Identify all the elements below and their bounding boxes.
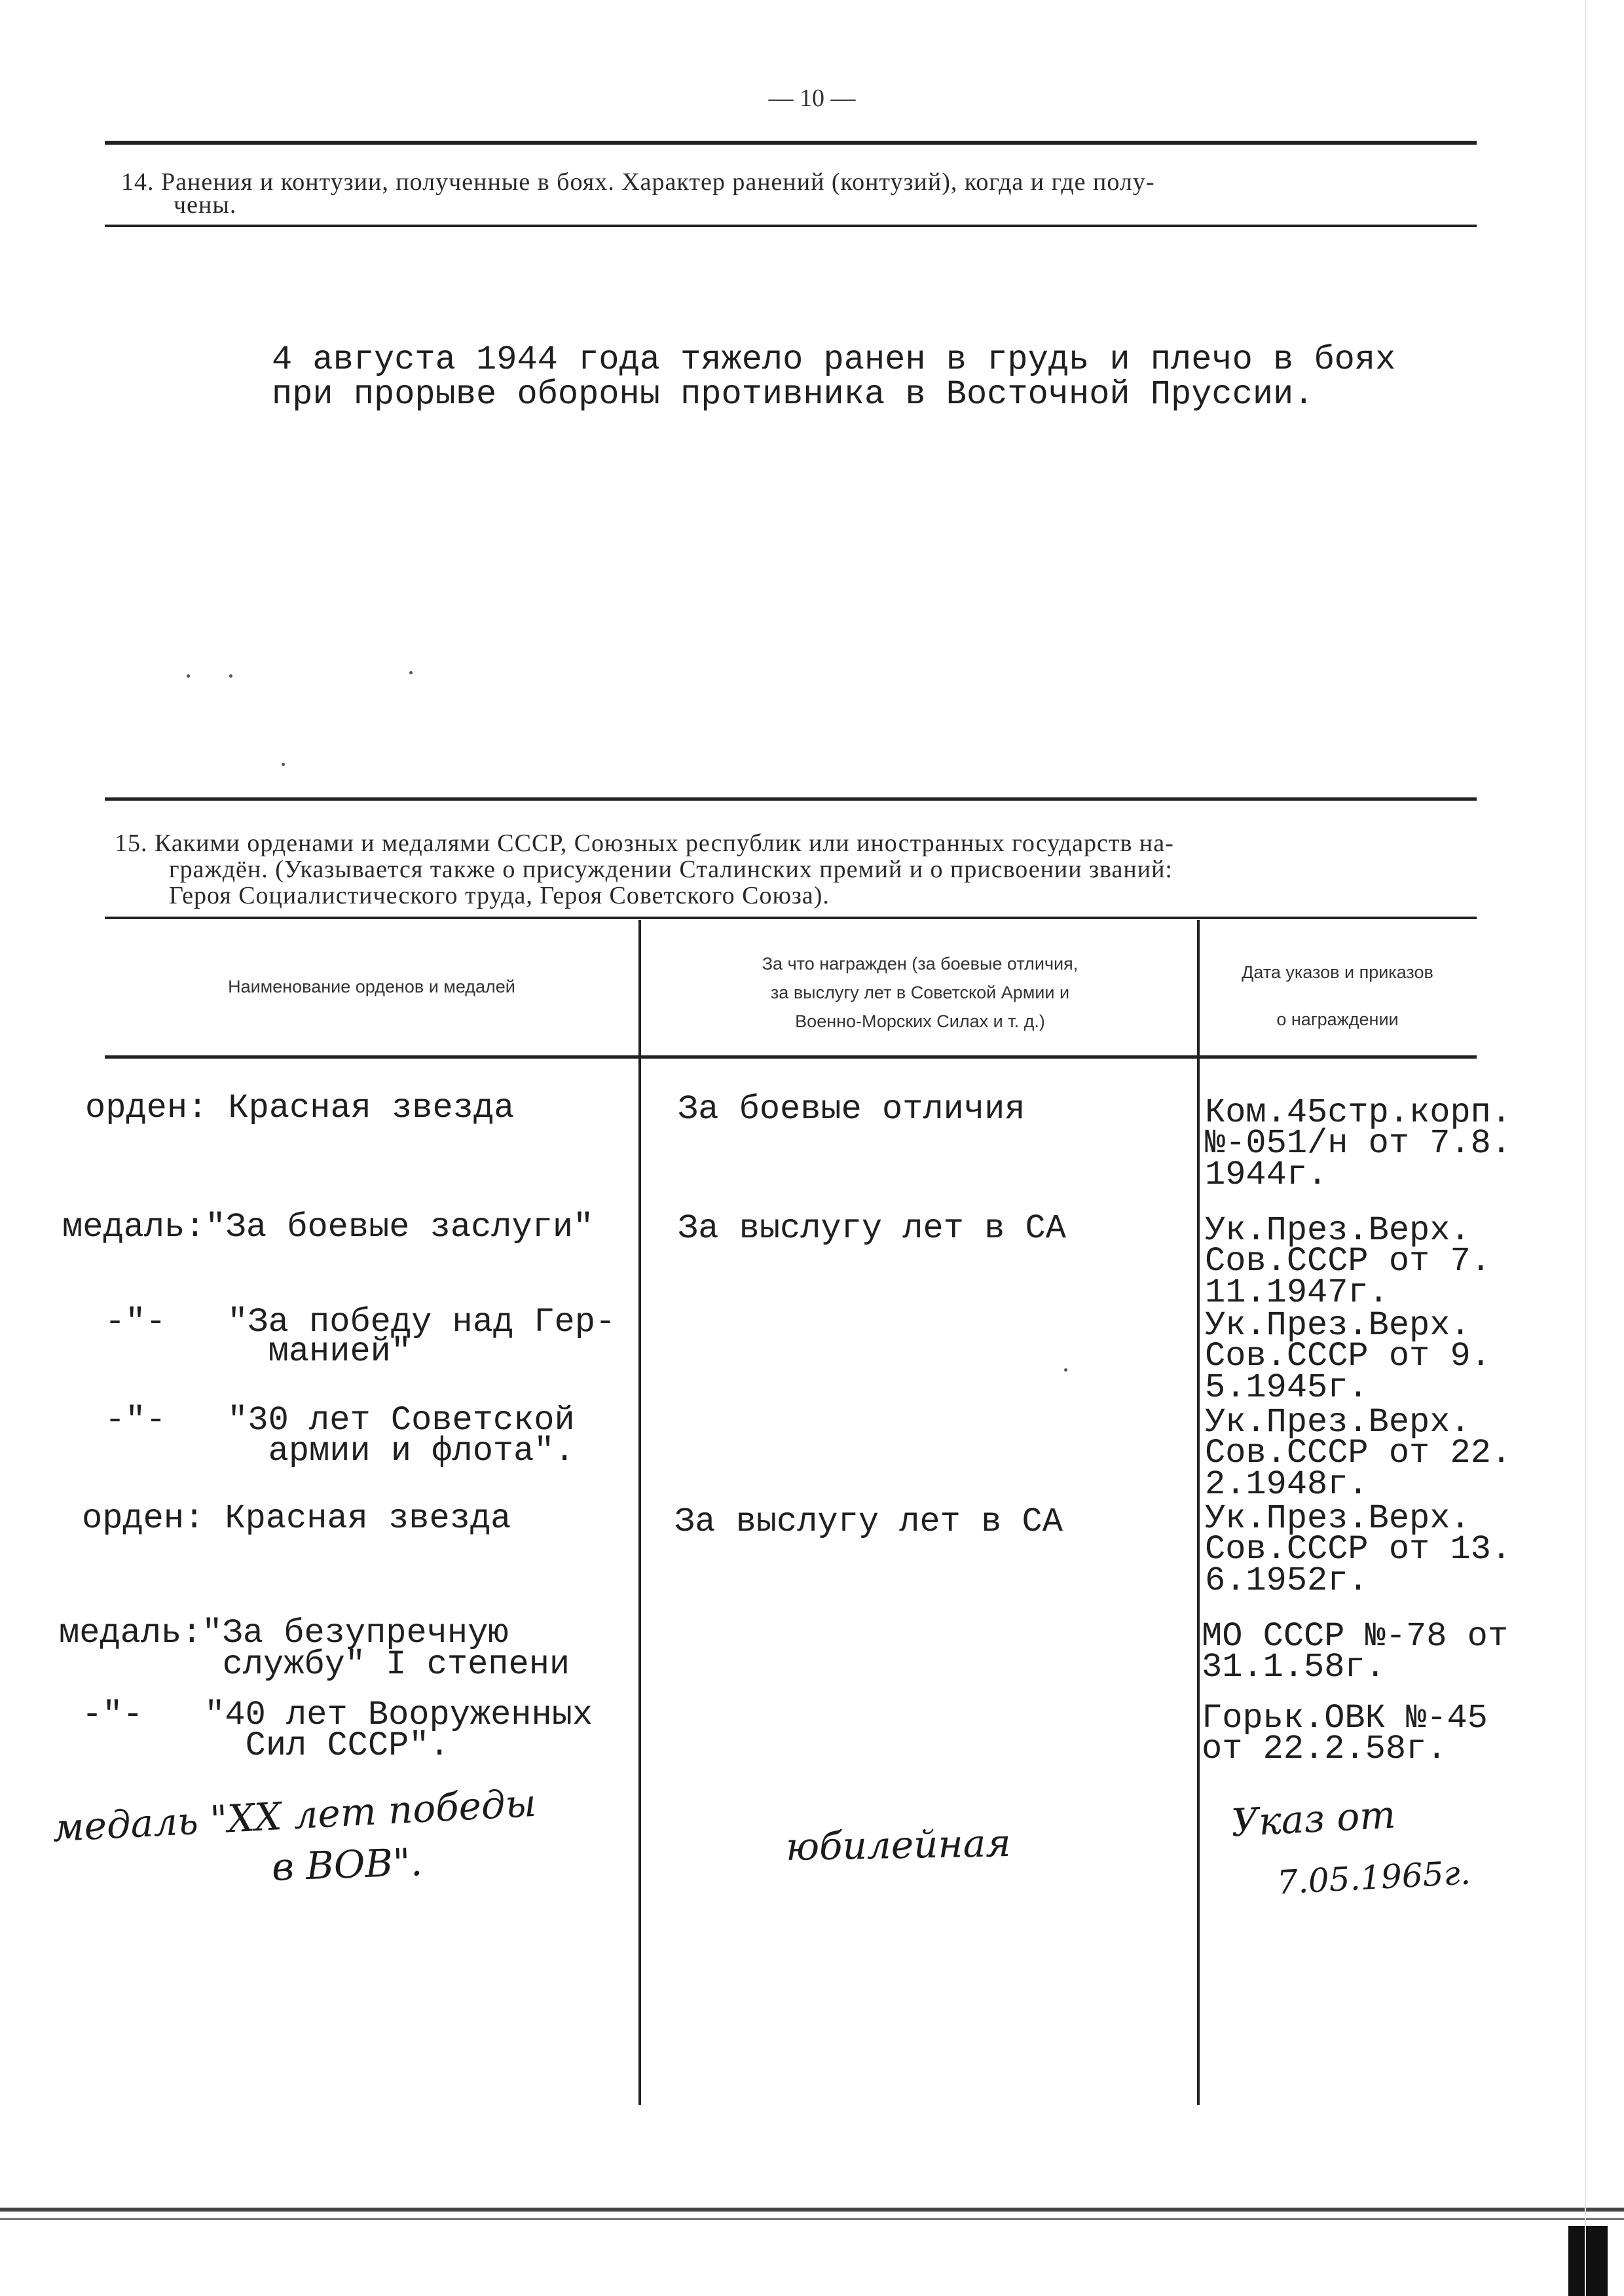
award-name-3-line1: -"- "За победу над Гер- bbox=[105, 1303, 616, 1341]
award-date-7-line2: от 22.2.58г. bbox=[1202, 1730, 1447, 1768]
award-date-4-line3: 2.1948г. bbox=[1205, 1465, 1369, 1504]
award-reason-5: За выслугу лет в СА bbox=[674, 1503, 1063, 1541]
scan-corner-mark bbox=[1568, 2226, 1608, 2296]
handwritten-award-name-line1: медаль "XX лет победы bbox=[51, 1780, 538, 1851]
column-header-reason-line2: за выслугу лет в Советской Армии и bbox=[770, 983, 1070, 1002]
scan-speck bbox=[282, 763, 285, 766]
section15-heading-line1: 15. Какими орденами и медалями СССР, Союзных республик или иностранных государств на- bbox=[115, 829, 1174, 857]
section15-top-rule bbox=[105, 797, 1477, 801]
column-header-awards-text: Наименование орденов и медалей bbox=[228, 977, 515, 996]
award-name-5: орден: Красная звезда bbox=[82, 1499, 511, 1538]
award-date-2-line3: 11.1947г. bbox=[1205, 1273, 1389, 1312]
award-date-5-line3: 6.1952г. bbox=[1205, 1561, 1369, 1600]
column-header-reason bbox=[642, 949, 1198, 1036]
handwritten-award-reason: юбилейная bbox=[785, 1821, 1012, 1869]
scan-bottom-shadow-2 bbox=[0, 2218, 1624, 2220]
award-name-4-line2: армии и флота". bbox=[105, 1432, 575, 1470]
section15-heading-line3: Героя Социалистического труда, Героя Советского Союза). bbox=[169, 882, 830, 909]
award-name-4-line1: -"- "30 лет Советской bbox=[105, 1401, 575, 1440]
column-header-awards bbox=[105, 972, 638, 1001]
wound-text-line2: при прорыве обороны противника в Восточной Пруссии. bbox=[272, 375, 1314, 414]
award-date-5-line1: Ук.През.Верх. bbox=[1205, 1499, 1471, 1538]
scan-speck bbox=[409, 671, 413, 674]
column-header-reason-line3: Военно-Морских Силах и т. д.) bbox=[795, 1011, 1045, 1031]
award-date-7-line1: Горьк.ОВК №-45 bbox=[1202, 1699, 1488, 1738]
scan-right-edge bbox=[1585, 0, 1586, 2296]
award-date-5-line2: Сов.СССР от 13. bbox=[1205, 1530, 1512, 1569]
award-date-2-line1: Ук.През.Верх. bbox=[1205, 1211, 1471, 1250]
award-name-7-line1: -"- "40 лет Вооруженных bbox=[82, 1696, 593, 1734]
award-name-1: орден: Красная звезда bbox=[85, 1089, 515, 1127]
scan-bottom-shadow bbox=[0, 2208, 1624, 2212]
page-number: — 10 — bbox=[768, 84, 856, 112]
award-date-6-line1: МО СССР №-78 от bbox=[1202, 1617, 1509, 1656]
award-date-4-line2: Сов.СССР от 22. bbox=[1205, 1434, 1512, 1472]
award-date-3-line1: Ук.През.Верх. bbox=[1205, 1306, 1471, 1345]
award-date-1-line2: №-051/н от 7.8. bbox=[1205, 1124, 1512, 1163]
award-date-1-line1: Ком.45стр.корп. bbox=[1205, 1093, 1512, 1132]
scan-speck bbox=[187, 674, 190, 678]
award-name-2: медаль:"За боевые заслуги" bbox=[62, 1208, 594, 1247]
award-reason-1: За боевые отличия bbox=[678, 1090, 1025, 1129]
scan-speck bbox=[229, 674, 232, 678]
award-date-3-line2: Сов.СССР от 9. bbox=[1205, 1337, 1491, 1376]
column-header-date bbox=[1198, 958, 1477, 1034]
award-date-4-line1: Ук.През.Верх. bbox=[1205, 1403, 1471, 1442]
handwritten-award-date-line2: 7.05.1965г. bbox=[1276, 1853, 1471, 1902]
award-name-3-line2: манией" bbox=[105, 1332, 412, 1371]
scan-speck bbox=[1064, 1368, 1067, 1372]
table-top-rule bbox=[105, 917, 1477, 919]
handwritten-award-name-line2: в ВОВ". bbox=[270, 1840, 424, 1889]
column-header-reason-line1: За что награжден (за боевые отличия, bbox=[762, 954, 1079, 974]
column-separator-2 bbox=[1197, 920, 1200, 2105]
section14-heading-line2: чены. bbox=[174, 191, 237, 219]
wound-text-line1: 4 августа 1944 года тяжело ранен в грудь и плечо в боях bbox=[272, 340, 1396, 379]
award-name-6-line2: службу" I степени bbox=[59, 1645, 570, 1684]
top-rule bbox=[105, 141, 1477, 145]
handwritten-award-date-line1: Указ от bbox=[1230, 1792, 1397, 1846]
section15-heading-line2: граждён. (Указывается также о присуждении Сталинских премий и о присвоении званий: bbox=[169, 856, 1173, 883]
award-reason-2: За выслугу лет в СА bbox=[678, 1209, 1066, 1248]
table-header-rule bbox=[105, 1055, 1477, 1059]
column-header-date-line2: о награждении bbox=[1276, 1010, 1399, 1029]
award-date-1-line3: 1944г. bbox=[1205, 1156, 1328, 1194]
award-name-6-line1: медаль:"За безупречную bbox=[59, 1614, 509, 1652]
award-date-6-line2: 31.1.58г. bbox=[1202, 1648, 1386, 1686]
award-date-3-line3: 5.1945г. bbox=[1205, 1368, 1369, 1407]
award-date-2-line2: Сов.СССР от 7. bbox=[1205, 1242, 1491, 1281]
column-header-date-line1: Дата указов и приказов bbox=[1242, 962, 1433, 982]
column-separator-1 bbox=[638, 920, 641, 2105]
section14-bottom-rule bbox=[105, 225, 1477, 227]
award-name-7-line2: Сил СССР". bbox=[82, 1726, 450, 1765]
section14-heading-line1: 14. Ранения и контузии, полученные в боях. Характер ранений (контузий), когда и где полу- bbox=[121, 168, 1155, 196]
